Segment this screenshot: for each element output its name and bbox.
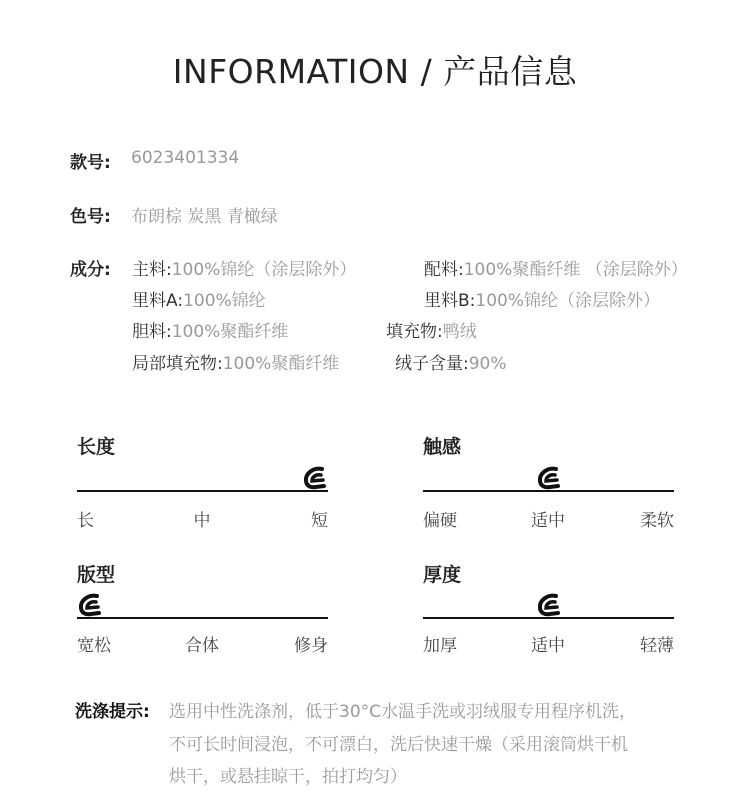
care-line: 不可长时间浸泡，不可漂白，洗后快速干燥（采用滚筒烘干机 [169,735,628,755]
care-line: 烘干，或悬挂晾干，拍打均匀） [169,767,407,787]
slider-thickness [423,560,674,660]
brand-swirl-icon [536,464,562,490]
composition-value: 100%聚酯纤维 [171,322,289,342]
slider-tick-mid: 适中 [531,511,565,531]
composition-value: 90% [468,354,507,374]
slider-tick-mid: 适中 [531,636,565,656]
care-line: 选用中性洗涤剂，低于30°C水温手洗或羽绒服专用程序机洗， [169,702,637,722]
color-value: 布朗棕 炭黑 青橄绿 [131,207,278,227]
slider-tick-right: 短 [311,511,328,531]
composition-key: 主料: [132,260,172,280]
composition-item [424,286,660,311]
slider-tick-right: 轻薄 [640,636,674,656]
composition-key: 配料: [424,260,464,280]
composition-key: 里料A: [132,291,184,311]
composition-item [395,349,507,374]
composition-item [424,255,688,280]
composition-item [132,255,356,280]
composition-item [132,317,288,342]
slider-touch [423,432,674,532]
composition-item [386,317,477,342]
composition-value: 100%锦纶 [183,291,266,311]
composition-item [132,286,266,311]
slider-tick-left: 加厚 [423,636,457,656]
composition-value: 100%聚酯纤维 （涂层除外） [463,260,688,280]
slider-title: 厚度 [423,564,462,586]
slider-length [77,432,328,532]
composition-item [132,349,339,374]
brand-swirl-icon [536,591,562,617]
slider-title: 版型 [77,564,116,586]
slider-tick-right: 修身 [294,636,328,656]
composition-key: 胆料: [132,322,172,342]
slider-tick-left: 偏硬 [423,511,457,531]
slider-track [423,490,674,492]
composition-label: 成分: [70,260,111,280]
slider-track [77,490,328,492]
color-label: 色号: [70,207,111,227]
composition-value: 100%锦纶（涂层除外） [475,291,660,311]
composition-key: 绒子含量: [395,354,469,374]
composition-key: 局部填充物: [132,354,223,374]
style-no-value: 6023401334 [131,148,240,168]
style-no-label: 款号: [70,153,111,173]
brand-swirl-icon [302,464,328,490]
slider-title: 触感 [423,436,462,458]
slider-track [77,617,328,619]
brand-swirl-icon [77,591,103,617]
slider-tick-mid: 中 [193,511,211,531]
slider-tick-mid: 合体 [185,636,219,656]
composition-value: 100%聚酯纤维 [222,354,340,374]
care-label: 洗涤提示: [75,702,150,722]
composition-value: 鸭绒 [442,322,477,342]
slider-tick-left: 长 [77,511,94,531]
slider-tick-right: 柔软 [640,511,674,531]
composition-key: 里料B: [424,291,476,311]
page-title: INFORMATION / 产品信息 [172,52,578,91]
slider-fit [77,560,328,660]
slider-track [423,617,674,619]
composition-value: 100%锦纶（涂层除外） [171,260,357,280]
slider-title: 长度 [77,436,116,458]
slider-tick-left: 宽松 [77,636,111,656]
composition-key: 填充物: [386,322,443,342]
